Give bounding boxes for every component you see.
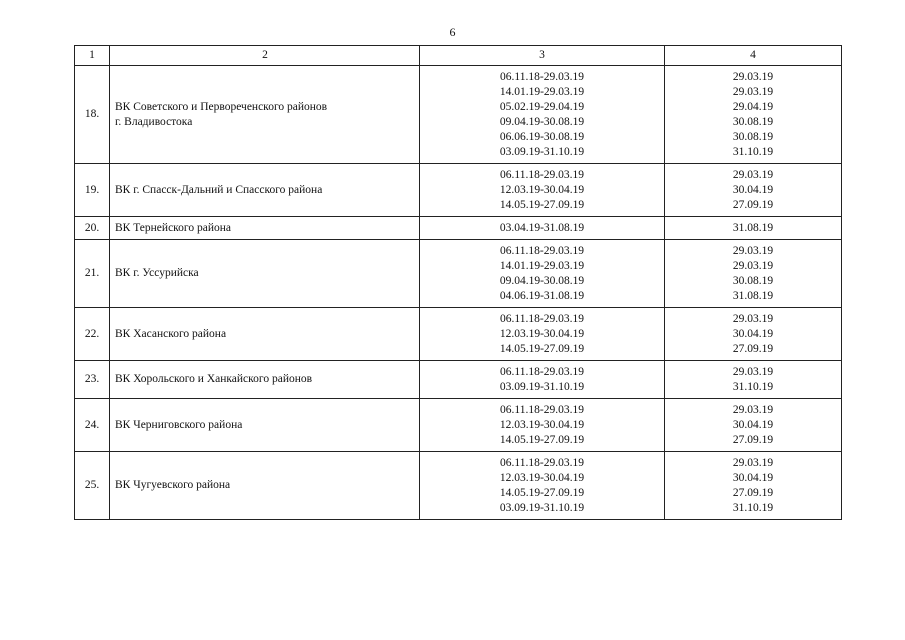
end-date: 30.04.19 bbox=[732, 472, 774, 484]
commissariat-name: ВК Чугуевского района bbox=[115, 479, 231, 491]
period-range: 12.03.19-30.04.19 bbox=[499, 184, 585, 196]
end-date-cell bbox=[665, 66, 842, 164]
period-cell bbox=[420, 240, 665, 308]
period-cell bbox=[420, 399, 665, 452]
table-row bbox=[75, 164, 842, 217]
end-date: 29.03.19 bbox=[732, 313, 774, 325]
end-date: 29.03.19 bbox=[732, 86, 774, 98]
end-date: 29.03.19 bbox=[732, 366, 774, 378]
commissariat-name: ВК Советского и Первореченского районов г. Владивостока bbox=[115, 100, 328, 128]
table-row bbox=[75, 217, 842, 240]
period-range: 04.06.19-31.08.19 bbox=[499, 290, 585, 302]
end-date: 29.03.19 bbox=[732, 245, 774, 257]
end-date-cell bbox=[665, 240, 842, 308]
end-date: 31.10.19 bbox=[732, 502, 774, 514]
commissariat-name-cell bbox=[110, 452, 420, 520]
end-date: 30.04.19 bbox=[732, 184, 774, 196]
period-range: 06.11.18-29.03.19 bbox=[500, 313, 584, 325]
period-range: 14.05.19-27.09.19 bbox=[499, 343, 585, 355]
page-number: 6 bbox=[449, 25, 456, 39]
period-range: 05.02.19-29.04.19 bbox=[499, 101, 585, 113]
header-row bbox=[75, 46, 842, 66]
commissariat-name: ВК г. Спасск-Дальний и Спасского района bbox=[115, 183, 323, 196]
commissariat-name: ВК Черниговского района bbox=[115, 418, 243, 431]
end-date: 29.03.19 bbox=[732, 457, 774, 469]
period-range: 14.05.19-27.09.19 bbox=[499, 434, 585, 446]
column-header-1: 1 bbox=[75, 46, 110, 66]
commissariat-name-cell bbox=[110, 164, 420, 217]
period-range: 06.11.18-29.03.19 bbox=[500, 404, 584, 416]
end-date-cell bbox=[665, 361, 842, 399]
column-header-4: 4 bbox=[665, 46, 842, 66]
table-row bbox=[75, 308, 842, 361]
table-row bbox=[75, 452, 842, 520]
period-range: 03.09.19-31.10.19 bbox=[499, 381, 585, 393]
end-date: 30.04.19 bbox=[732, 419, 774, 431]
end-date: 31.08.19 bbox=[732, 290, 774, 302]
table-row bbox=[75, 66, 842, 164]
table-row bbox=[75, 240, 842, 308]
period-cell bbox=[420, 66, 665, 164]
end-date: 27.09.19 bbox=[732, 487, 774, 499]
period-range: 14.01.19-29.03.19 bbox=[499, 86, 585, 98]
end-date: 31.08.19 bbox=[732, 222, 774, 234]
row-number: 24. bbox=[75, 399, 110, 452]
period-range: 14.01.19-29.03.19 bbox=[499, 260, 585, 272]
period-range: 09.04.19-30.08.19 bbox=[499, 116, 585, 128]
row-number: 18. bbox=[75, 66, 110, 164]
period-range: 14.05.19-27.09.19 bbox=[499, 199, 585, 211]
period-cell bbox=[420, 308, 665, 361]
commissariat-name: ВК Тернейского района bbox=[115, 221, 231, 234]
end-date-cell bbox=[665, 217, 842, 240]
end-date: 29.04.19 bbox=[732, 101, 774, 113]
period-range: 03.04.19-31.08.19 bbox=[499, 222, 585, 234]
commissariat-name: ВК г. Уссурийска bbox=[115, 267, 199, 279]
schedule-table bbox=[74, 45, 842, 520]
row-number: 25. bbox=[75, 452, 110, 520]
period-cell bbox=[420, 217, 665, 240]
commissariat-name: ВК Хасанского района bbox=[115, 327, 227, 340]
end-date: 27.09.19 bbox=[732, 343, 774, 355]
table-row bbox=[75, 399, 842, 452]
period-range: 06.11.18-29.03.19 bbox=[500, 366, 584, 378]
end-date-cell bbox=[665, 452, 842, 520]
period-range: 06.11.18-29.03.19 bbox=[500, 71, 584, 83]
commissariat-name-cell bbox=[110, 399, 420, 452]
period-range: 12.03.19-30.04.19 bbox=[499, 419, 585, 431]
end-date: 29.03.19 bbox=[732, 169, 774, 181]
commissariat-name-cell bbox=[110, 66, 420, 164]
column-header-2: 2 bbox=[110, 46, 420, 66]
end-date: 27.09.19 bbox=[732, 199, 774, 211]
end-date: 30.08.19 bbox=[732, 275, 774, 287]
row-number: 21. bbox=[75, 240, 110, 308]
period-cell bbox=[420, 361, 665, 399]
period-range: 12.03.19-30.04.19 bbox=[499, 472, 585, 484]
period-range: 06.11.18-29.03.19 bbox=[500, 245, 584, 257]
commissariat-name-cell bbox=[110, 308, 420, 361]
period-range: 09.04.19-30.08.19 bbox=[499, 275, 585, 287]
end-date: 31.10.19 bbox=[732, 146, 774, 158]
column-header-3: 3 bbox=[420, 46, 665, 66]
period-range: 03.09.19-31.10.19 bbox=[499, 502, 585, 514]
period-cell bbox=[420, 164, 665, 217]
row-number: 20. bbox=[75, 217, 110, 240]
period-range: 03.09.19-31.10.19 bbox=[499, 146, 585, 158]
end-date: 30.08.19 bbox=[732, 131, 774, 143]
commissariat-name-cell bbox=[110, 361, 420, 399]
period-range: 06.06.19-30.08.19 bbox=[499, 131, 585, 143]
end-date: 30.08.19 bbox=[732, 116, 774, 128]
end-date: 31.10.19 bbox=[732, 381, 774, 393]
table-row bbox=[75, 361, 842, 399]
row-number: 23. bbox=[75, 361, 110, 399]
period-cell bbox=[420, 452, 665, 520]
end-date: 30.04.19 bbox=[732, 328, 774, 340]
table-body bbox=[75, 66, 842, 520]
end-date-cell bbox=[665, 399, 842, 452]
row-number: 19. bbox=[75, 164, 110, 217]
commissariat-name: ВК Хорольского и Ханкайского районов bbox=[115, 373, 313, 385]
period-range: 14.05.19-27.09.19 bbox=[499, 487, 585, 499]
end-date-cell bbox=[665, 164, 842, 217]
row-number: 22. bbox=[75, 308, 110, 361]
commissariat-name-cell bbox=[110, 217, 420, 240]
end-date: 29.03.19 bbox=[732, 71, 774, 83]
end-date-cell bbox=[665, 308, 842, 361]
end-date: 29.03.19 bbox=[732, 260, 774, 272]
end-date: 29.03.19 bbox=[732, 404, 774, 416]
period-range: 12.03.19-30.04.19 bbox=[499, 328, 585, 340]
end-date: 27.09.19 bbox=[732, 434, 774, 446]
period-range: 06.11.18-29.03.19 bbox=[500, 457, 584, 469]
commissariat-name-cell bbox=[110, 240, 420, 308]
period-range: 06.11.18-29.03.19 bbox=[500, 169, 584, 181]
